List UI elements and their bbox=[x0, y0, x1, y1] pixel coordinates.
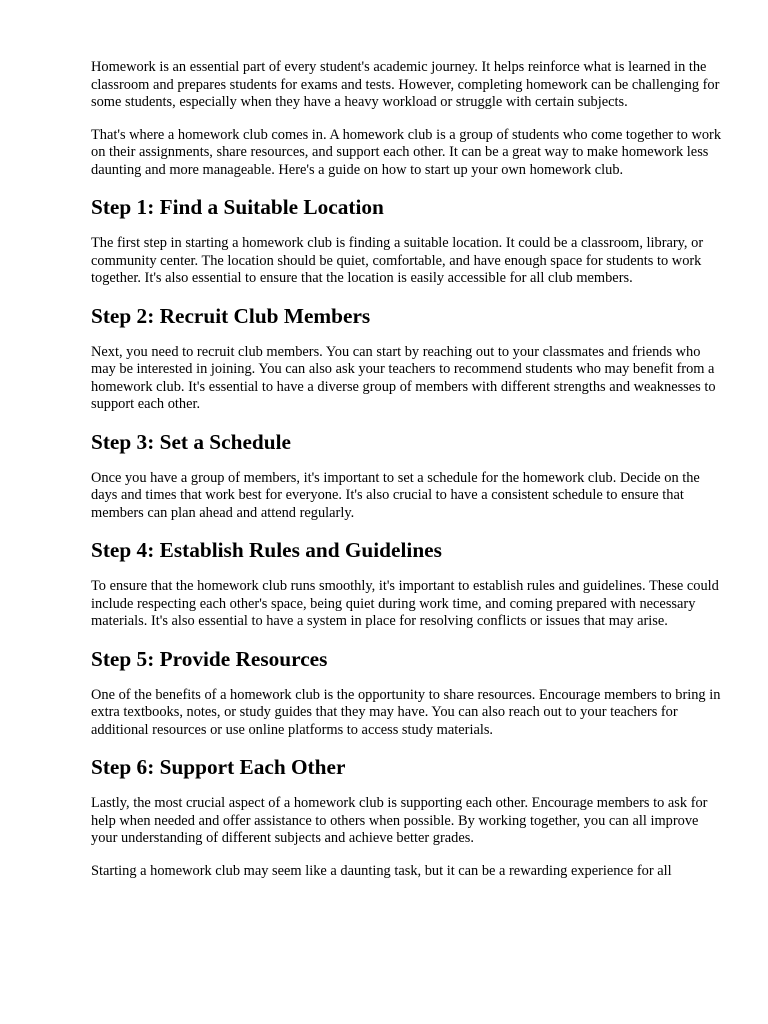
step-6-paragraph: Lastly, the most crucial aspect of a homework club is supporting each other. Encourage members to ask for help when needed and offer assistance to others when possible. By working together, you can all improve your understanding of different subjects and achieve better grades. bbox=[91, 795, 708, 846]
intro-paragraph-2: That's where a homework club comes in. A homework club is a group of students who come together to work on their assignments, share resources, and support each other. It can be a great way to make homework less daunting and more manageable. Here's a guide on how to start up your own homework club. bbox=[91, 126, 722, 178]
step-2-paragraph: Next, you need to recruit club members. You can start by reaching out to your classmates and friends who may be interested in joining. You can also ask your teachers to recommend students who may benefit from a homework club. It's essential to have a diverse group of members with different strengths and weaknesses to support each other. bbox=[91, 343, 716, 412]
step-4-paragraph: To ensure that the homework club runs smoothly, it's important to establish rules and guidelines. These could include respecting each other's space, being quiet during work time, and coming prepared with necessary materials. It's also essential to have a system in place for resolving conflicts or issues that may arise. bbox=[91, 578, 719, 629]
step-6-heading: Step 6: Support Each Other bbox=[91, 755, 346, 779]
intro-paragraph-1: Homework is an essential part of every student's academic journey. It helps reinforce what is learned in the classroom and prepares students for exams and tests. However, completing homework can be challenging for some students, especially when they have a heavy workload or struggle with certain subjects. bbox=[91, 59, 720, 110]
document-page bbox=[91, 59, 723, 895]
step-1-heading: Step 1: Find a Suitable Location bbox=[91, 195, 384, 219]
step-1-paragraph: The first step in starting a homework club is finding a suitable location. It could be a classroom, library, or community center. The location should be quiet, comfortable, and have enough space for students to work together. It's also essential to ensure that the location is easily accessible for all club members. bbox=[91, 235, 704, 286]
step-5-paragraph: One of the benefits of a homework club is the opportunity to share resources. Encourage members to bring in extra textbooks, notes, or study guides that they may have. You can also reach out to your teachers for additional resources or use online platforms to access study materials. bbox=[91, 686, 721, 738]
step-3-paragraph: Once you have a group of members, it's important to set a schedule for the homework club. Decide on the days and times that work best for everyone. It's also crucial to have a consistent schedule to ensure that members can plan ahead and attend regularly. bbox=[91, 469, 700, 521]
step-5-heading: Step 5: Provide Resources bbox=[91, 646, 328, 671]
step-4-heading: Step 4: Establish Rules and Guidelines bbox=[91, 538, 442, 562]
step-2-heading: Step 2: Recruit Club Members bbox=[91, 303, 371, 328]
closing-paragraph: Starting a homework club may seem like a daunting task, but it can be a rewarding experience for all bbox=[91, 862, 672, 879]
step-3-heading: Step 3: Set a Schedule bbox=[91, 429, 291, 454]
